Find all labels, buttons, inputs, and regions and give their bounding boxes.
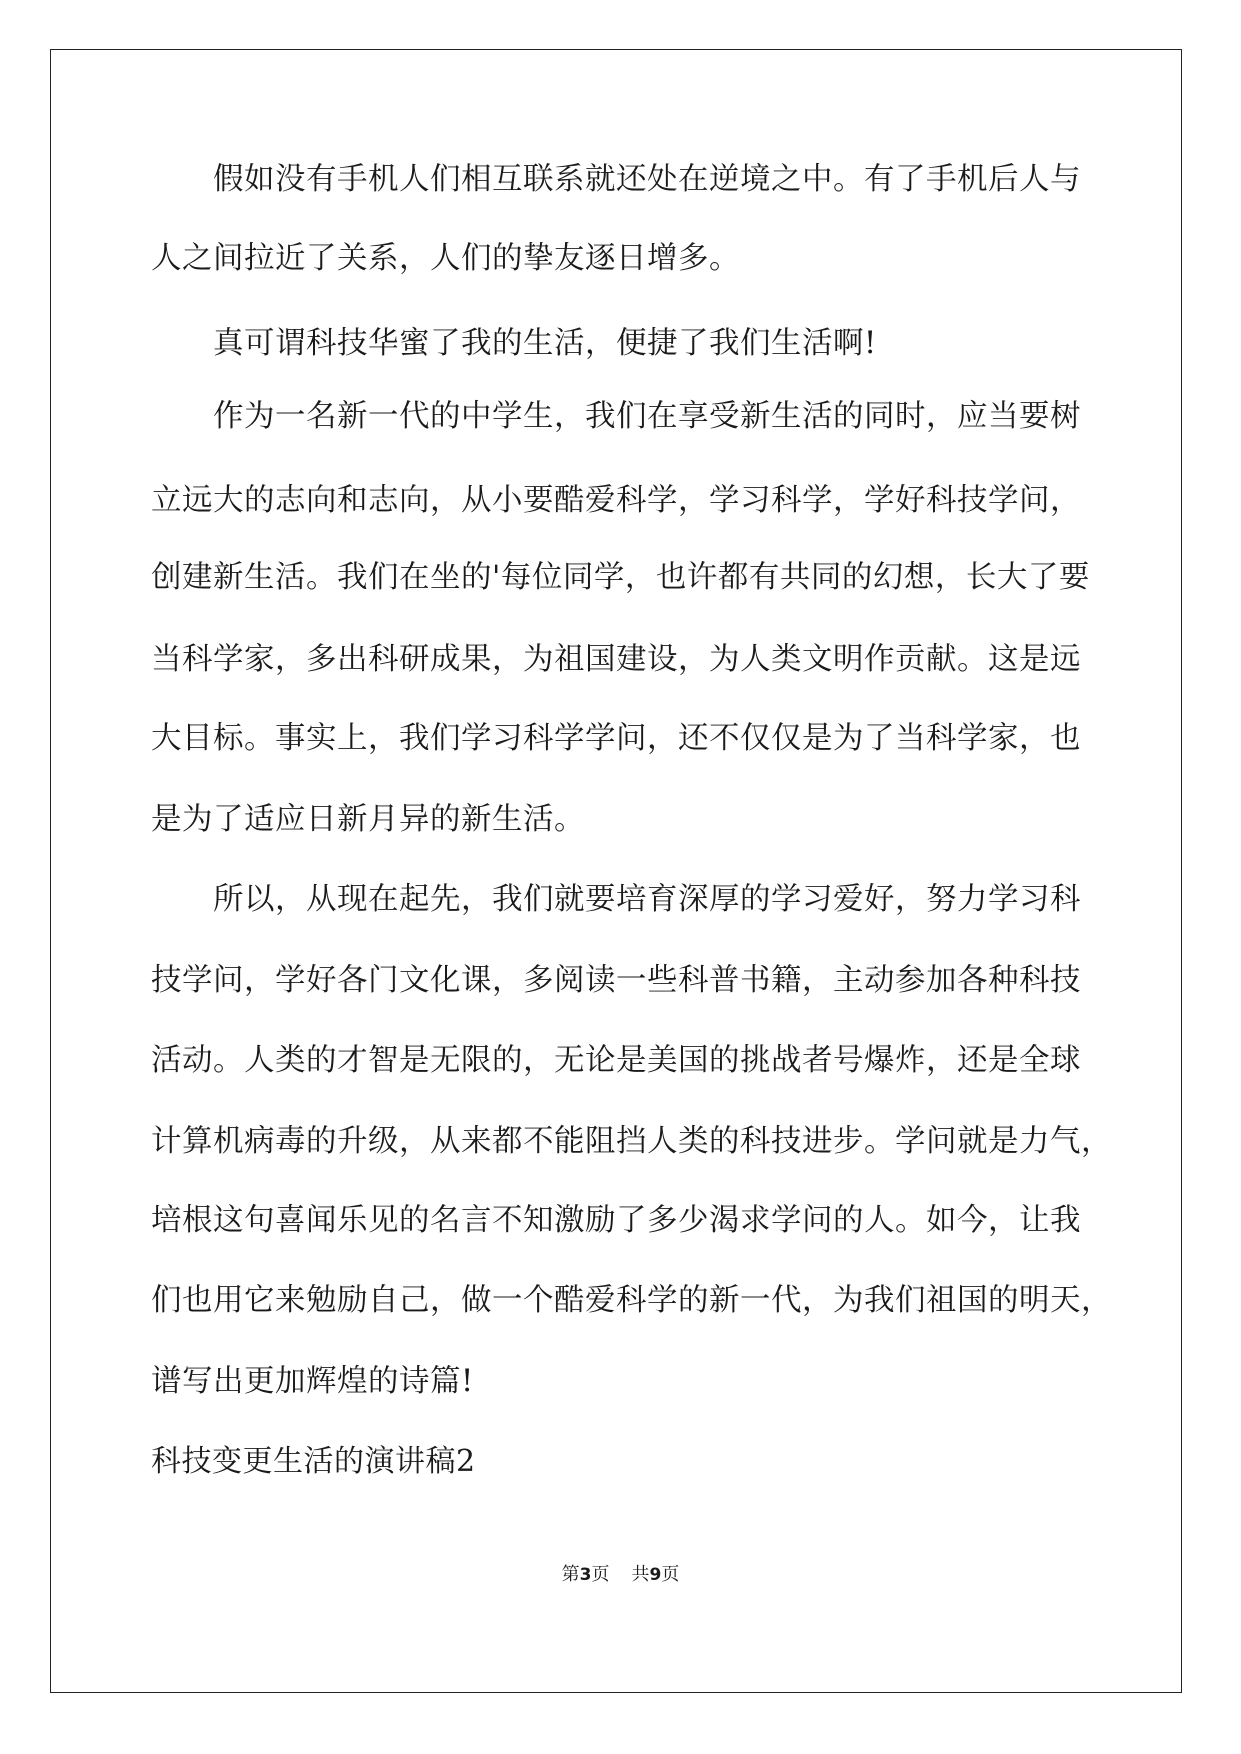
paragraph-line: 谱写出更加辉煌的诗篇! bbox=[151, 1364, 474, 1399]
paragraph-line: 真可谓科技华蜜了我的生活，便捷了我们生活啊! bbox=[213, 326, 877, 361]
paragraph-line: 培根这句喜闻乐见的名言不知激励了多少渴求学问的人。如今，让我 bbox=[151, 1203, 1081, 1238]
paragraph-line: 创建新生活。我们在坐的'每位同学，也许都有共同的幻想，长大了要 bbox=[151, 560, 1090, 595]
paragraph-line: 计算机病毒的升级，从来都不能阻挡人类的科技进步。学问就是力气， bbox=[151, 1124, 1112, 1159]
paragraph-line: 作为一名新一代的中学生，我们在享受新生活的同时，应当要树 bbox=[213, 399, 1081, 434]
paragraph-line: 活动。人类的才智是无限的，无论是美国的挑战者号爆炸，还是全球 bbox=[151, 1043, 1081, 1078]
page-number: 3 bbox=[579, 1565, 592, 1585]
paragraph-line: 大目标。事实上，我们学习科学学问，还不仅仅是为了当科学家，也 bbox=[151, 721, 1081, 756]
page-prefix: 第 bbox=[561, 1564, 580, 1585]
paragraph-line: 立远大的志向和志向，从小要酷爱科学，学习科学，学好科技学问， bbox=[151, 483, 1081, 518]
paragraph-line: 是为了适应日新月异的新生活。 bbox=[151, 802, 585, 837]
page-footer bbox=[0, 1563, 1241, 1587]
paragraph-line: 当科学家，多出科研成果，为祖国建设，为人类文明作贡献。这是远 bbox=[151, 642, 1081, 677]
total-pages: 9 bbox=[649, 1565, 662, 1585]
paragraph-line: 们也用它来勉励自己，做一个酷爱科学的新一代，为我们祖国的明天， bbox=[151, 1283, 1112, 1318]
section-heading: 科技变更生活的演讲稿2 bbox=[151, 1444, 476, 1479]
paragraph-line: 技学问，学好各门文化课，多阅读一些科普书籍，主动参加各种科技 bbox=[151, 963, 1081, 998]
page-suffix: 页 bbox=[591, 1564, 610, 1585]
paragraph-line: 人之间拉近了关系，人们的挚友逐日增多。 bbox=[151, 241, 740, 276]
paragraph-line: 假如没有手机人们相互联系就还处在逆境之中。有了手机后人与 bbox=[213, 162, 1081, 197]
total-suffix: 页 bbox=[661, 1564, 680, 1585]
paragraph-line: 所以，从现在起先，我们就要培育深厚的学习爱好，努力学习科 bbox=[213, 882, 1081, 917]
total-prefix: 共 bbox=[631, 1564, 650, 1585]
